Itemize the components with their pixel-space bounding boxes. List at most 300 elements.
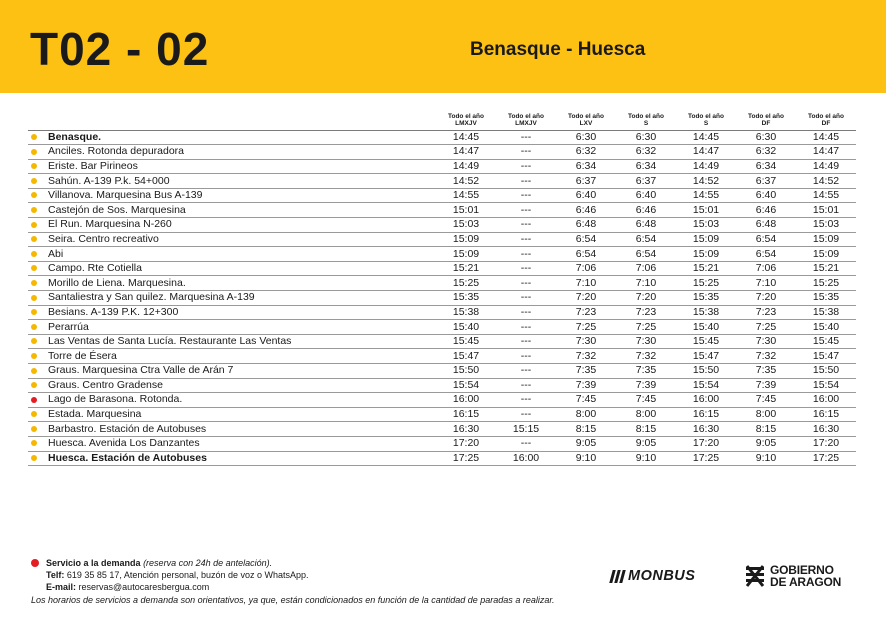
departure-time: 16:00 — [692, 393, 720, 406]
departure-time: 15:40 — [692, 320, 720, 333]
departure-time: 6:34 — [575, 159, 597, 172]
departure-time: 8:15 — [575, 422, 597, 435]
departure-time: 7:23 — [755, 305, 777, 318]
monbus-logo — [611, 566, 695, 586]
departure-time: 15:40 — [452, 320, 480, 333]
column-label: Todo el año — [688, 112, 724, 120]
departure-time: 6:37 — [635, 174, 657, 187]
departure-time: 7:25 — [575, 320, 597, 333]
stop-dot-icon — [31, 353, 37, 359]
departure-time: 14:55 — [692, 189, 720, 202]
stop-dot-cell — [28, 276, 44, 291]
column-label: Todo el año — [808, 112, 844, 120]
stop-name: El Run. Marquesina N-260 — [48, 218, 172, 231]
table-row — [28, 334, 856, 349]
departure-time: --- — [520, 189, 532, 202]
departure-time: 7:32 — [575, 349, 597, 362]
departure-time: 14:47 — [452, 145, 480, 158]
stop-dot-icon — [31, 265, 37, 271]
table-row — [28, 247, 856, 262]
stop-dot-cell — [28, 305, 44, 320]
stop-dot-icon — [31, 411, 37, 417]
departure-time: 17:20 — [452, 437, 480, 450]
stop-name: Graus. Marquesina Ctra Valle de Arán 7 — [48, 364, 234, 377]
stop-dot-icon — [31, 440, 37, 446]
departure-time: 15:38 — [812, 305, 840, 318]
departure-time: 6:30 — [575, 130, 597, 143]
table-row — [28, 188, 856, 203]
departure-time: 17:25 — [812, 451, 840, 464]
stop-dot-cell — [28, 436, 44, 451]
departure-time: 17:25 — [692, 451, 720, 464]
departure-time: 15:03 — [812, 218, 840, 231]
departure-time: 14:49 — [812, 159, 840, 172]
stop-name: Campo. Rte Cotiella — [48, 262, 142, 275]
departure-time: 7:10 — [635, 276, 657, 289]
stop-dot-cell — [28, 393, 44, 408]
stop-dot-icon — [31, 280, 37, 286]
table-row — [28, 320, 856, 335]
departure-time: 6:40 — [575, 189, 597, 202]
departure-time: 8:15 — [635, 422, 657, 435]
stop-dot-cell — [28, 188, 44, 203]
departure-time: 15:47 — [452, 349, 480, 362]
departure-time: 14:49 — [692, 159, 720, 172]
departure-time: 15:38 — [692, 305, 720, 318]
departure-time: --- — [520, 364, 532, 377]
departure-time: --- — [520, 437, 532, 450]
departure-time: 6:54 — [755, 247, 777, 260]
line-code: T02 - 02 — [30, 23, 210, 75]
column-days: DF — [821, 120, 831, 127]
departure-time: 17:20 — [812, 437, 840, 450]
departure-time: 14:55 — [452, 189, 480, 202]
departure-time: --- — [520, 174, 532, 187]
phone-label: Telf: — [46, 570, 65, 580]
departure-time: 15:54 — [692, 378, 720, 391]
departure-time: 16:15 — [812, 408, 840, 421]
departure-time: --- — [520, 349, 532, 362]
departure-time: 15:09 — [812, 232, 840, 245]
departure-time: --- — [520, 305, 532, 318]
stop-name: Villanova. Marquesina Bus A-139 — [48, 189, 203, 202]
departure-time: 15:35 — [812, 291, 840, 304]
departure-time: 15:25 — [812, 276, 840, 289]
stop-name: Castejón de Sos. Marquesina — [48, 203, 186, 216]
departure-time: 15:09 — [452, 247, 480, 260]
departure-time: 7:23 — [575, 305, 597, 318]
column-days: LMXJV — [455, 120, 477, 127]
gobierno-line1: GOBIERNO — [770, 563, 834, 577]
departure-time: 15:09 — [692, 247, 720, 260]
departure-time: 17:25 — [452, 451, 480, 464]
departure-time: 15:38 — [452, 305, 480, 318]
departure-time: --- — [520, 232, 532, 245]
column-header — [796, 106, 856, 130]
stop-dot-icon — [31, 309, 37, 315]
stop-dot-icon — [31, 236, 37, 242]
departure-time: 9:10 — [635, 451, 657, 464]
column-label: Todo el año — [508, 112, 544, 120]
departure-time: 6:40 — [755, 189, 777, 202]
stop-dot-cell — [28, 349, 44, 364]
departure-time: 15:45 — [812, 335, 840, 348]
departure-time: --- — [520, 203, 532, 216]
stop-name: Abi — [48, 247, 64, 260]
departure-time: 15:01 — [812, 203, 840, 216]
departure-time: 15:25 — [452, 276, 480, 289]
stop-name: Perarrúa — [48, 320, 89, 333]
on-demand-note: (reserva con 24h de antelación). — [143, 558, 273, 568]
departure-time: 7:25 — [755, 320, 777, 333]
column-label: Todo el año — [568, 112, 604, 120]
departure-time: 6:48 — [635, 218, 657, 231]
departure-time: 7:30 — [635, 335, 657, 348]
stop-header — [44, 106, 436, 130]
table-row — [28, 349, 856, 364]
departure-time: 15:54 — [812, 378, 840, 391]
departure-time: 15:50 — [452, 364, 480, 377]
stop-dot-icon — [31, 338, 37, 344]
stop-rows — [28, 130, 856, 466]
table-row — [28, 436, 856, 451]
departure-time: 15:35 — [452, 291, 480, 304]
table-row — [28, 364, 856, 379]
stop-name: Santaliestra y San quilez. Marquesina A-139 — [48, 291, 255, 304]
departure-time: 7:35 — [575, 364, 597, 377]
phone-text: 619 35 85 17, Atención personal, buzón de voz o WhatsApp. — [66, 570, 309, 580]
table-row — [28, 130, 856, 145]
table-row — [28, 305, 856, 320]
stop-dot-icon — [31, 134, 37, 140]
on-demand-title: Servicio a la demanda — [46, 558, 141, 568]
departure-time: 7:06 — [575, 262, 597, 275]
table-row — [28, 276, 856, 291]
column-header — [616, 106, 676, 130]
column-header — [556, 106, 616, 130]
departure-time: 15:21 — [692, 262, 720, 275]
stop-dot-icon — [31, 178, 37, 184]
departure-time: 6:54 — [635, 247, 657, 260]
departure-time: 14:52 — [692, 174, 720, 187]
stop-name: Eriste. Bar Pirineos — [48, 159, 138, 172]
stop-dot-icon — [31, 368, 37, 374]
departure-time: 7:10 — [755, 276, 777, 289]
departure-time: 7:32 — [755, 349, 777, 362]
departure-time: 16:00 — [512, 451, 540, 464]
departure-time: 6:32 — [635, 145, 657, 158]
departure-time: 6:34 — [755, 159, 777, 172]
departure-time: 6:46 — [635, 203, 657, 216]
stop-name: Benasque. — [48, 130, 102, 143]
header-banner — [0, 0, 886, 93]
stop-dot-icon — [31, 426, 37, 432]
table-row — [28, 291, 856, 306]
table-row — [28, 159, 856, 174]
aragon-emblem-icon — [744, 564, 766, 588]
stop-name: Estada. Marquesina — [48, 408, 142, 421]
stop-name: Graus. Centro Gradense — [48, 378, 163, 391]
departure-time: 7:30 — [755, 335, 777, 348]
departure-time: 15:47 — [692, 349, 720, 362]
on-demand-dot-icon — [31, 397, 37, 403]
stop-dot-cell — [28, 422, 44, 437]
stop-dot-cell — [28, 130, 44, 145]
stop-dot-cell — [28, 247, 44, 262]
stop-dot-icon — [31, 382, 37, 388]
stop-dot-icon — [31, 207, 37, 213]
column-days: LXV — [579, 120, 593, 127]
departure-time: 6:37 — [755, 174, 777, 187]
departure-time: --- — [520, 159, 532, 172]
stop-name: Besians. A-139 P.K. 12+300 — [48, 305, 179, 318]
departure-time: 7:30 — [575, 335, 597, 348]
departure-time: 15:09 — [692, 232, 720, 245]
departure-time: 15:47 — [812, 349, 840, 362]
departure-time: --- — [520, 393, 532, 406]
departure-time: 7:35 — [755, 364, 777, 377]
table-row — [28, 261, 856, 276]
stop-name: Lago de Barasona. Rotonda. — [48, 393, 183, 406]
departure-time: 6:46 — [755, 203, 777, 216]
table-row — [28, 393, 856, 408]
stop-dot-icon — [31, 163, 37, 169]
departure-time: 8:15 — [755, 422, 777, 435]
column-label: Todo el año — [448, 112, 484, 120]
departure-time: --- — [520, 291, 532, 304]
departure-time: 7:39 — [575, 378, 597, 391]
departure-time: 15:21 — [812, 262, 840, 275]
table-row — [28, 218, 856, 233]
stop-dot-cell — [28, 174, 44, 189]
stop-dot-icon — [31, 295, 37, 301]
departure-time: 14:55 — [812, 189, 840, 202]
stop-dot-cell — [28, 291, 44, 306]
departure-time: 9:05 — [635, 437, 657, 450]
departure-time: 9:10 — [575, 451, 597, 464]
stop-dot-cell — [28, 232, 44, 247]
departure-time: 7:06 — [755, 262, 777, 275]
stop-dot-cell — [28, 407, 44, 422]
departure-time: --- — [520, 378, 532, 391]
stop-dot-icon — [31, 455, 37, 461]
departure-time: 15:03 — [692, 218, 720, 231]
departure-time: 6:37 — [575, 174, 597, 187]
stop-dot-icon — [31, 324, 37, 330]
departure-time: 7:23 — [635, 305, 657, 318]
departure-time: 6:32 — [755, 145, 777, 158]
disclaimer-text: Los horarios de servicios a demanda son orientativos, ya que, están condicionados en función de la cantidad de paradas a realizar. — [31, 595, 555, 605]
departure-time: 6:40 — [635, 189, 657, 202]
departure-time: 7:35 — [635, 364, 657, 377]
table-row — [28, 407, 856, 422]
departure-time: 7:45 — [575, 393, 597, 406]
departure-time: 14:45 — [692, 130, 720, 143]
stop-name: Seira. Centro recreativo — [48, 232, 159, 245]
table-row — [28, 174, 856, 189]
departure-time: 7:20 — [575, 291, 597, 304]
departure-time: 7:39 — [755, 378, 777, 391]
stop-name: Las Ventas de Santa Lucía. Restaurante Las Ventas — [48, 335, 292, 348]
departure-time: 15:54 — [452, 378, 480, 391]
departure-time: 14:47 — [812, 145, 840, 158]
stop-dot-icon — [31, 149, 37, 155]
stop-dot-icon — [31, 222, 37, 228]
column-days: LMXJV — [515, 120, 537, 127]
departure-time: 15:40 — [812, 320, 840, 333]
departure-time: 14:52 — [812, 174, 840, 187]
departure-time: 16:30 — [692, 422, 720, 435]
departure-time: 14:52 — [452, 174, 480, 187]
route-name: Benasque - Huesca — [470, 39, 646, 60]
monbus-bars-icon — [611, 570, 624, 583]
table-row — [28, 378, 856, 393]
stop-dot-cell — [28, 261, 44, 276]
departure-time: 14:47 — [692, 145, 720, 158]
departure-time: 8:00 — [635, 408, 657, 421]
departure-time: 15:35 — [692, 291, 720, 304]
column-header — [436, 106, 496, 130]
departure-time: 15:09 — [812, 247, 840, 260]
column-label: Todo el año — [628, 112, 664, 120]
departure-time: 7:32 — [635, 349, 657, 362]
departure-time: 7:20 — [755, 291, 777, 304]
table-row — [28, 145, 856, 160]
departure-time: 15:01 — [692, 203, 720, 216]
stop-dot-cell — [28, 378, 44, 393]
departure-time: 9:05 — [575, 437, 597, 450]
on-demand-legend-dot — [31, 559, 39, 567]
stop-dot-cell — [28, 334, 44, 349]
departure-time: 14:45 — [812, 130, 840, 143]
stop-dot-cell — [28, 320, 44, 335]
disclaimer — [31, 594, 631, 606]
departure-time: --- — [520, 408, 532, 421]
column-days: S — [703, 120, 709, 127]
column-header — [736, 106, 796, 130]
departure-time: 6:46 — [575, 203, 597, 216]
table-row — [28, 203, 856, 218]
schedule-table — [28, 106, 856, 466]
stop-name: Huesca. Estación de Autobuses — [48, 451, 207, 464]
stop-dot-cell — [28, 451, 44, 466]
stop-dot-cell — [28, 364, 44, 379]
departure-time: 7:10 — [575, 276, 597, 289]
departure-time: 15:45 — [692, 335, 720, 348]
departure-time: 7:45 — [635, 393, 657, 406]
departure-time: 6:34 — [635, 159, 657, 172]
departure-time: 9:10 — [755, 451, 777, 464]
departure-time: 8:00 — [755, 408, 777, 421]
table-row — [28, 232, 856, 247]
departure-time: 16:00 — [452, 393, 480, 406]
departure-time: 6:32 — [575, 145, 597, 158]
departure-time: 14:49 — [452, 159, 480, 172]
stop-dot-icon — [31, 251, 37, 257]
gobierno-line2: DE ARAGON — [770, 575, 842, 589]
stop-dot-cell — [28, 218, 44, 233]
table-row — [28, 422, 856, 437]
table-header-row — [28, 106, 856, 130]
gobierno-aragon-logo — [744, 562, 841, 590]
on-demand-line — [46, 557, 631, 569]
stop-dot-cell — [28, 159, 44, 174]
column-days: DF — [761, 120, 771, 127]
departure-time: --- — [520, 262, 532, 275]
departure-time: 16:00 — [812, 393, 840, 406]
departure-time: 7:20 — [635, 291, 657, 304]
departure-time: --- — [520, 276, 532, 289]
departure-time: 15:25 — [692, 276, 720, 289]
departure-time: 15:50 — [692, 364, 720, 377]
departure-time: 8:00 — [575, 408, 597, 421]
email-text: reservas@autocaresbergua.com — [78, 582, 210, 592]
departure-time: 6:30 — [755, 130, 777, 143]
departure-time: 6:30 — [635, 130, 657, 143]
departure-time: 6:54 — [575, 232, 597, 245]
table-row — [28, 451, 856, 466]
stop-dot-cell — [28, 203, 44, 218]
departure-time: 6:48 — [575, 218, 597, 231]
column-header — [676, 106, 736, 130]
departure-time: 15:15 — [512, 422, 540, 435]
stop-name: Sahún. A-139 P.k. 54+000 — [48, 174, 170, 187]
departure-time: 6:54 — [635, 232, 657, 245]
column-label: Todo el año — [748, 112, 784, 120]
stop-dot-cell — [28, 145, 44, 160]
email-label: E-mail: — [46, 582, 77, 592]
stop-name: Anciles. Rotonda depuradora — [48, 145, 185, 158]
departure-time: 14:45 — [452, 130, 480, 143]
departure-time: 9:05 — [755, 437, 777, 450]
departure-time: 15:03 — [452, 218, 480, 231]
stop-dot-icon — [31, 192, 37, 198]
departure-time: --- — [520, 130, 532, 143]
departure-time: 17:20 — [692, 437, 720, 450]
departure-time: 16:30 — [812, 422, 840, 435]
email-line — [46, 581, 631, 593]
stop-name: Morillo de Liena. Marquesina. — [48, 276, 186, 289]
stop-name: Huesca. Avenida Los Danzantes — [48, 437, 200, 450]
departure-time: 6:54 — [755, 232, 777, 245]
departure-time: 7:45 — [755, 393, 777, 406]
phone-line — [46, 569, 631, 581]
column-header — [496, 106, 556, 130]
footer-notes — [31, 557, 631, 606]
departure-time: 7:06 — [635, 262, 657, 275]
departure-time: 15:50 — [812, 364, 840, 377]
departure-time: 16:15 — [452, 408, 480, 421]
departure-time: 16:15 — [692, 408, 720, 421]
departure-time: --- — [520, 320, 532, 333]
departure-time: --- — [520, 335, 532, 348]
departure-time: 15:01 — [452, 203, 480, 216]
dot-header — [28, 106, 44, 130]
departure-time: 15:45 — [452, 335, 480, 348]
departure-time: --- — [520, 218, 532, 231]
departure-time: 15:09 — [452, 232, 480, 245]
stop-name: Torre de Ésera — [48, 349, 117, 362]
stop-name: Barbastro. Estación de Autobuses — [48, 422, 207, 435]
departure-time: --- — [520, 145, 532, 158]
monbus-wordmark: MONBUS — [628, 568, 696, 584]
departure-time: --- — [520, 247, 532, 260]
departure-time: 15:21 — [452, 262, 480, 275]
departure-time: 7:39 — [635, 378, 657, 391]
departure-time: 6:48 — [755, 218, 777, 231]
column-days: S — [643, 120, 649, 127]
departure-time: 7:25 — [635, 320, 657, 333]
